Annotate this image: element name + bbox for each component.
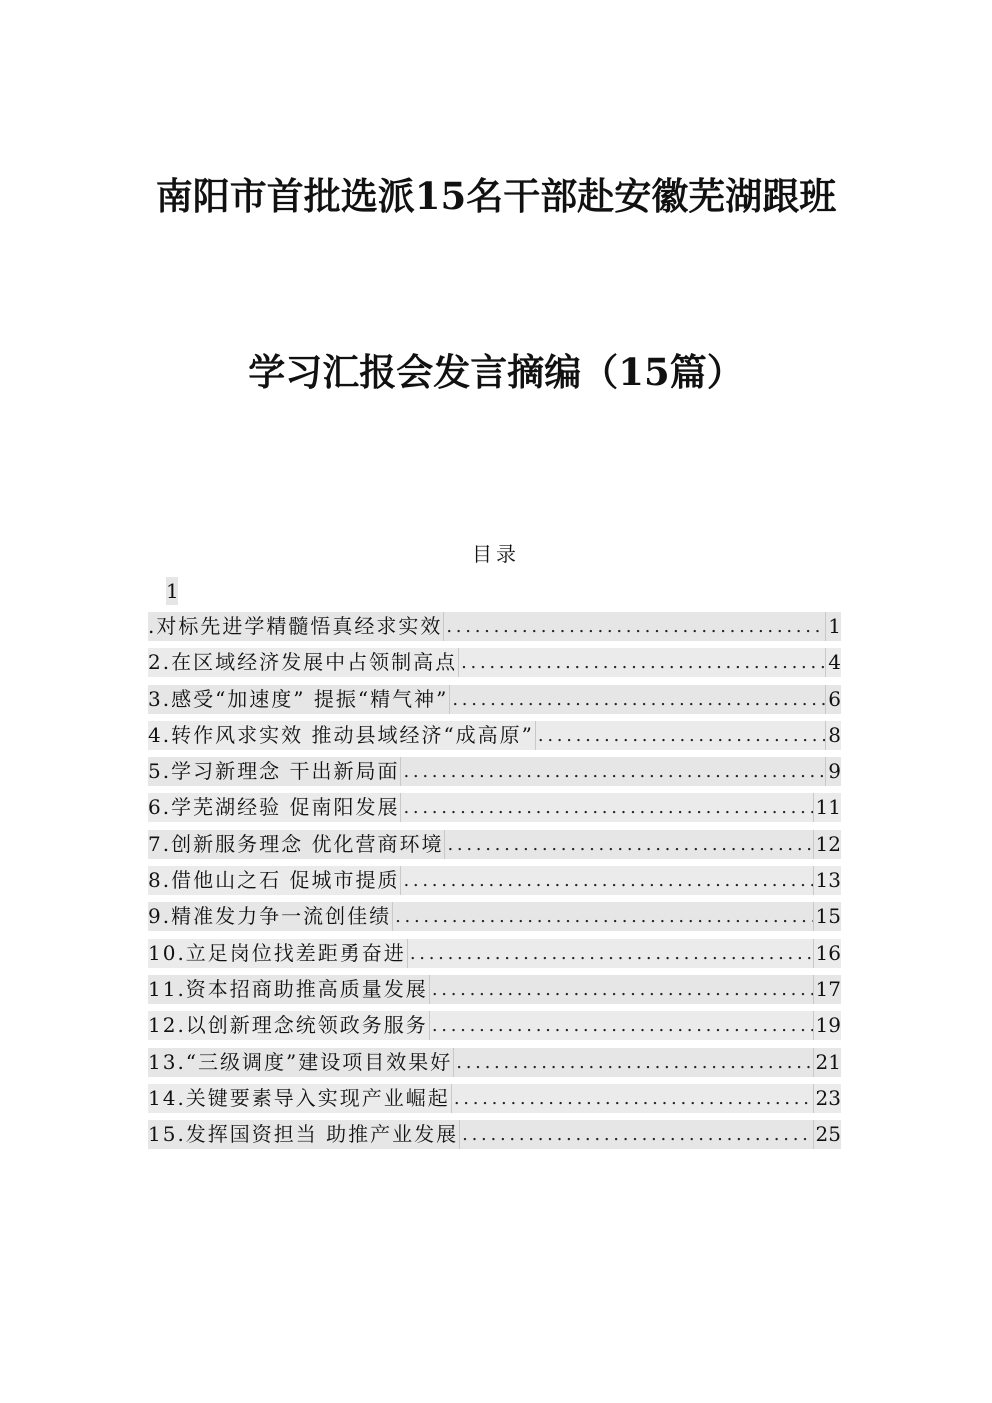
toc-heading: 目录 [472, 542, 520, 566]
toc-entry-page[interactable]: 1 [825, 612, 841, 641]
toc-entry[interactable] [148, 648, 841, 677]
toc-entry-title[interactable]: 10.立足岗位找差距勇奋进 [148, 939, 408, 968]
toc-entry-page[interactable]: 8 [825, 721, 841, 750]
toc-leader-dots [445, 830, 812, 859]
toc-stray-number: 1 [166, 579, 179, 603]
toc-entry-title[interactable]: 11.资本招商助推高质量发展 [148, 975, 430, 1004]
toc-leader-dots [401, 866, 812, 895]
toc-entry-title[interactable]: 6.学芜湖经验 促南阳发展 [148, 793, 401, 822]
toc-entry-title[interactable]: 7.创新服务理念 优化营商环境 [148, 830, 445, 859]
toc-entry-page[interactable]: 4 [825, 648, 841, 677]
toc-entry[interactable] [148, 1120, 841, 1149]
toc-entry-page[interactable]: 6 [825, 685, 841, 714]
toc-entry-title[interactable]: 8.借他山之石 促城市提质 [148, 866, 401, 895]
toc-entry[interactable] [148, 830, 841, 859]
toc-entry[interactable] [148, 1011, 841, 1040]
toc-entry-title[interactable]: 13.“三级调度”建设项目效果好 [148, 1048, 454, 1077]
toc-leader-dots [393, 902, 812, 931]
toc-entry-page[interactable]: 21 [813, 1048, 841, 1077]
toc-leader-dots [459, 648, 825, 677]
toc-entry[interactable] [148, 793, 841, 822]
toc-leader-dots [408, 939, 813, 968]
toc-entry[interactable] [148, 1048, 841, 1077]
toc-leader-dots [401, 793, 812, 822]
document-title-line-2: 学习汇报会发言摘编（15篇） [248, 350, 744, 394]
toc-leader-dots [430, 975, 813, 1004]
toc-entry-title[interactable]: 5.学习新理念 干出新局面 [148, 757, 401, 786]
toc-entry-title[interactable]: 2.在区域经济发展中占领制高点 [148, 648, 459, 677]
toc-leader-dots [454, 1048, 812, 1077]
toc-entry-title[interactable]: 3.感受“加速度” 提振“精气神” [148, 685, 450, 714]
toc-entry[interactable] [148, 685, 841, 714]
toc-entry-title[interactable]: 12.以创新理念统领政务服务 [148, 1011, 430, 1040]
toc-entry-page[interactable]: 25 [813, 1120, 841, 1149]
toc-entry-page[interactable]: 15 [813, 902, 841, 931]
toc-entry[interactable] [148, 866, 841, 895]
toc-leader-dots [444, 612, 825, 641]
toc-entry-title[interactable]: 4.转作风求实效 推动县域经济“成高原” [148, 721, 536, 750]
table-of-contents [148, 612, 841, 1156]
toc-leader-dots [430, 1011, 813, 1040]
toc-entry[interactable] [148, 757, 841, 786]
toc-entry-title[interactable]: 15.发挥国资担当 助推产业发展 [148, 1120, 460, 1149]
toc-entry-title[interactable]: 9.精准发力争一流创佳绩 [148, 902, 393, 931]
toc-leader-dots [536, 721, 825, 750]
toc-entry[interactable] [148, 902, 841, 931]
toc-entry-page[interactable]: 23 [813, 1084, 841, 1113]
toc-entry[interactable] [148, 721, 841, 750]
toc-entry-title[interactable]: 14.关键要素导入实现产业崛起 [148, 1084, 452, 1113]
toc-entry[interactable] [148, 975, 841, 1004]
toc-leader-dots [452, 1084, 813, 1113]
toc-entry-page[interactable]: 9 [825, 757, 841, 786]
toc-entry-title[interactable]: .对标先进学精髓悟真经求实效 [148, 612, 444, 641]
document-title-line-1: 南阳市首批选派15名干部赴安徽芜湖跟班 [155, 174, 837, 218]
toc-entry-page[interactable]: 12 [813, 830, 841, 859]
toc-leader-dots [401, 757, 825, 786]
toc-entry[interactable] [148, 1084, 841, 1113]
toc-entry-page[interactable]: 11 [813, 793, 841, 822]
toc-leader-dots [450, 685, 825, 714]
toc-entry-page[interactable]: 13 [813, 866, 841, 895]
toc-entry[interactable] [148, 939, 841, 968]
toc-leader-dots [460, 1120, 812, 1149]
toc-entry-page[interactable]: 19 [813, 1011, 841, 1040]
toc-entry-page[interactable]: 16 [813, 939, 841, 968]
toc-entry-page[interactable]: 17 [813, 975, 841, 1004]
toc-entry[interactable] [148, 612, 841, 641]
